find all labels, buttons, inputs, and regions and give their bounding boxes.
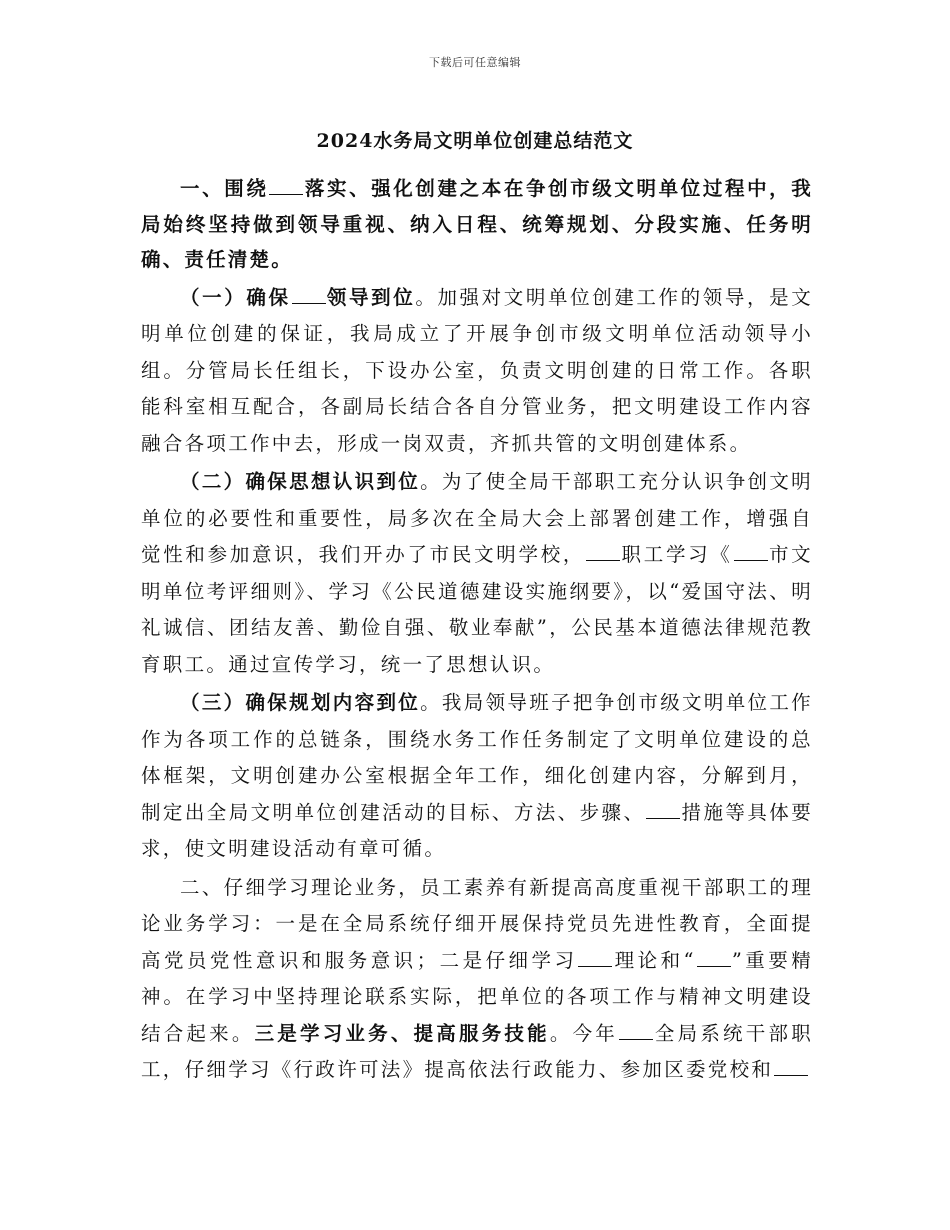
paragraph-3-text-a: 。我局领导班子把争创市级文明单位工作作为各项工作的总链条，围绕水务工作任务制定了文明单位建设的总体框架，文明创建办公室根据全年工作，细化创建内容，分解到月，制定出全局文明单位创建活动的目标、方法、步骤、 — [141, 691, 813, 824]
paragraph-4-text-a: 二、仔细学习理论业务，员工素养有新提高高度重视干部职工的理论业务学习：一是在全局系统仔细开展保持党员先进性教育，全面提高党员党性意识和服务意识；二是仔细学习 — [141, 875, 813, 972]
paragraph-1-text: 。加强对文明单位创建工作的领导，是文明单位创建的保证，我局成立了开展争创市级文明单位活动领导小组。分管局长任组长，下设办公室，负责文明创建的日常工作。各职能科室相互配合，各副局长结合各自分管业务，把文明建设工作内容融合各项工作中去，形成一岗双责，齐抓共管的文明创建体系。 — [141, 285, 814, 455]
paragraph-4-text-b: 理论和“ — [613, 948, 696, 972]
section1-text-a: 一、围绕 — [180, 177, 269, 200]
paragraph-2-text-a: 。为了使全局干部职工充分认识争创文明单位的必要性和重要性，局多次在全局大会上部署创建工作，增强自觉性和参加意识，我们开办了市民文明学校， — [141, 470, 813, 566]
paragraph-1-lead-b: 领导到位 — [326, 285, 416, 309]
paragraph-4-text-d: 。今年 — [549, 1021, 618, 1045]
paragraph-4 — [141, 870, 813, 1089]
blank-underline — [292, 286, 326, 304]
paragraph-3-lead: （三）确保规划内容到位 — [180, 691, 421, 714]
blank-underline — [578, 949, 612, 967]
blank-underline — [697, 949, 731, 967]
blank-underline — [774, 1058, 808, 1076]
paragraph-2-text-b: 职工学习《 — [621, 543, 733, 566]
paragraph-3 — [141, 685, 813, 868]
section-heading-1 — [141, 171, 813, 278]
section1-text-b: 落实、强化创建之本在争创市级文明单位过程中，我局始终坚持做到领导重视、纳入日程、统筹规划、分段实施、任务明确、责任清楚。 — [141, 177, 813, 271]
blank-underline — [619, 1022, 653, 1040]
blank-underline — [269, 177, 303, 195]
blank-underline — [734, 543, 768, 561]
document-body — [141, 171, 813, 1089]
blank-underline — [646, 801, 680, 819]
paragraph-4-text-c: ”重要精神。在学习中坚持理论联系实际，把单位的各项工作与精神文明建设结合起来。 — [141, 948, 814, 1045]
paragraph-2-lead: （二）确保思想认识到位 — [180, 470, 421, 493]
paragraph-1 — [141, 280, 813, 463]
blank-underline — [586, 543, 620, 561]
paragraph-1-lead-a: （一）确保 — [180, 285, 291, 309]
document-title: 2024水务局文明单位创建总结范文 — [316, 130, 634, 152]
paragraph-3-text-b: 措施等具体要求，使文明建设活动有章可循。 — [141, 800, 813, 860]
paragraph-4-text-e: 全局系统干部职工，仔细学习《行政许可法》提高依法行政能力、参加区委党校和 — [141, 1021, 813, 1081]
paragraph-2 — [141, 464, 813, 683]
paragraph-2-text-c: 市文明单位考评细则》、学习《公民道德建设实施纲要》，以“爱国守法、明礼诚信、团结友善、勤俭自强、敬业奉献”，公民基本道德法律规范教育职工。通过宣传学习，统一了思想认识。 — [141, 543, 813, 676]
header-note: 下载后可任意编辑 — [429, 56, 521, 69]
paragraph-4-lead: 三是学习业务、提高服务技能 — [254, 1021, 550, 1045]
